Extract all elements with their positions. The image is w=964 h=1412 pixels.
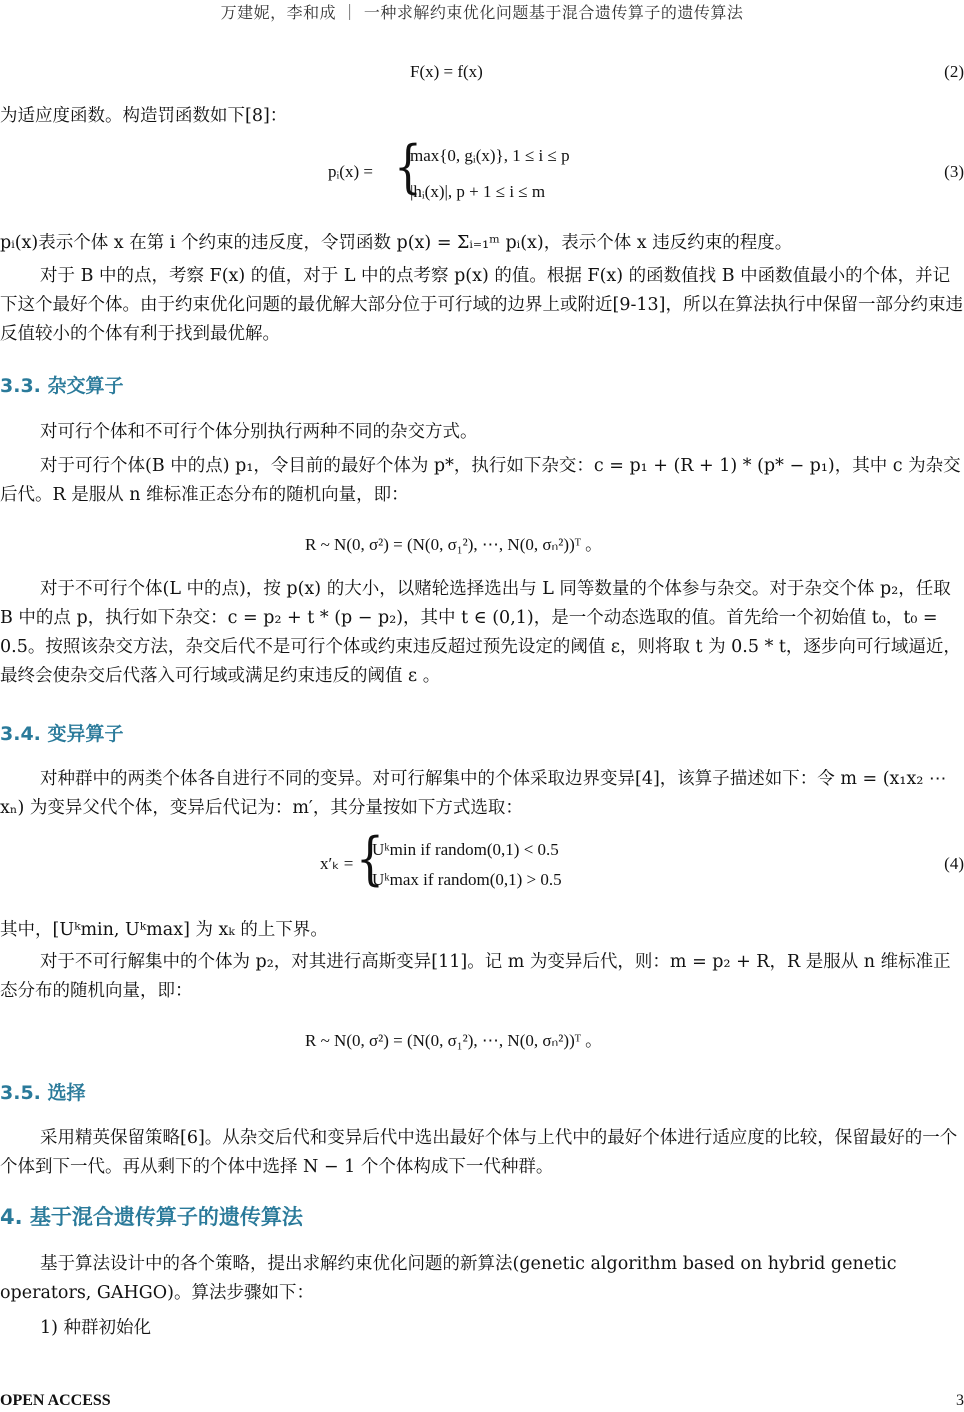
left-brace-icon: {	[394, 134, 422, 201]
section-heading-3-4: 3.4. 变异算子	[0, 723, 124, 745]
section-heading-3-5: 3.5. 选择	[0, 1082, 86, 1104]
paragraph-cross-infeasible: 对于不可行个体(L 中的点)，按 p(x) 的大小，以赌轮选择选出与 L 同等数量的个体参与杂交。对于杂交个体 p₂，任取 B 中的点 p，执行如下杂交：c = p₂ + t * (p − p₂)，其中 t ∈ (0,1)，是一个动态选取的值。首先给一个初始值 t₀，t₀ = 0.5。按照该杂交方法，杂交后代不是可行个体或约束违反超过预先设定的阈值 ε，则将取 t 为 0.5 * t，逐步向可行域逼近，最终会使杂交后代落入可行域或满足约束违反的阈值 ε 。	[0, 579, 961, 686]
equation-R-2	[0, 1026, 964, 1054]
left-brace-icon: {	[356, 826, 384, 893]
paragraph-bounds: 其中，[Uᵏmin, Uᵏmax] 为 xₖ 的上下界。	[0, 920, 328, 940]
equation-3-case1: max{0, gᵢ(x)}, 1 ≤ i ≤ p	[410, 146, 570, 165]
paragraph-gauss: 对于不可行解集中的个体为 p₂，对其进行高斯变异[11]。记 m 为变异后代，则：m = p₂ + R，R 是服从 n 维标准正态分布的随机向量，即：	[0, 952, 951, 1001]
paragraph-fitness: 为适应度函数。构造罚函数如下[8]：	[0, 106, 288, 126]
equation-number: (4)	[944, 854, 964, 873]
paragraph-cross-feasible: 对于可行个体(B 中的点) p₁，令目前的最好个体为 p*，执行如下杂交：c = p₁ + (R + 1) * (p* − p₁)，其中 c 为杂交后代。R 是服从 n 维标准正态分布的随机向量，即：	[0, 456, 961, 505]
equation-number: (2)	[944, 62, 964, 81]
equation-2	[0, 62, 964, 86]
paragraph-cross-intro: 对可行个体和不可行个体分别执行两种不同的杂交方式。	[40, 422, 478, 442]
section-heading-4: 4. 基于混合遗传算子的遗传算法	[0, 1205, 303, 1229]
equation-4-case2: Uᵏmax if random(0,1) > 0.5	[372, 870, 562, 889]
equation-3	[0, 134, 964, 210]
equation-R-1	[0, 530, 964, 558]
equation-4-case1: Uᵏmin if random(0,1) < 0.5	[372, 840, 559, 859]
paragraph-violation: pᵢ(x)表示个体 x 在第 i 个约束的违反度，令罚函数 p(x) = Σᵢ₌₁ᵐ pᵢ(x)，表示个体 x 违反约束的程度。	[0, 233, 793, 253]
equation-R-1-body: R ~ N(0, σ²) = (N(0, σ₁²), ⋯, N(0, σₙ²))ᵀ 。	[305, 535, 603, 554]
list-item-step-1: 1) 种群初始化	[40, 1318, 152, 1338]
equation-4-lhs: x′ₖ =	[320, 854, 354, 873]
equation-2-body: F(x) = f(x)	[410, 62, 483, 81]
equation-3-case2: |hᵢ(x)|, p + 1 ≤ i ≤ m	[410, 182, 546, 201]
paragraph-select: 采用精英保留策略[6]。从杂交后代和变异后代中选出最好个体与上代中的最好个体进行适应度的比较，保留最好的一个个体到下一代。再从剩下的个体中选择 N − 1 个个体构成下一代种群。	[0, 1128, 958, 1177]
page-number: 3	[956, 1392, 964, 1409]
paragraph-mutation-intro: 对种群中的两类个体各自进行不同的变异。对可行解集中的个体采取边界变异[4]，该算子描述如下：令 m = (x₁x₂ ⋯ xₙ) 为变异父代个体，变异后代记为：m′，其分量按如下方式选取：	[0, 769, 947, 818]
equation-4	[0, 826, 964, 898]
section-heading-3-3: 3.3. 杂交算子	[0, 375, 124, 397]
footer-open-access: OPEN ACCESS	[0, 1392, 111, 1409]
equation-3-lhs: pᵢ(x) =	[328, 162, 373, 181]
equation-number: (3)	[944, 162, 964, 181]
paragraph-algorithm: 基于算法设计中的各个策略，提出求解约束优化问题的新算法(genetic algorithm based on hybrid genetic operators, GAHGO)。算法步骤如下：	[0, 1254, 897, 1303]
page-footer	[0, 1392, 964, 1412]
running-header: 万建妮，李和成 ｜ 一种求解约束优化问题基于混合遗传算子的遗传算法	[220, 3, 744, 22]
equation-R-2-body: R ~ N(0, σ²) = (N(0, σ₁²), ⋯, N(0, σₙ²))ᵀ 。	[305, 1031, 603, 1050]
paragraph-select-best: 对于 B 中的点，考察 F(x) 的值，对于 L 中的点考察 p(x) 的值。根据 F(x) 的函数值找 B 中函数值最小的个体，并记下这个最好个体。由于约束优化问题的最优解大部分位于可行域的边界上或附近[9-13]，所以在算法执行中保留一部分约束违反值较小的个体有利于找到最优解。	[0, 266, 963, 344]
